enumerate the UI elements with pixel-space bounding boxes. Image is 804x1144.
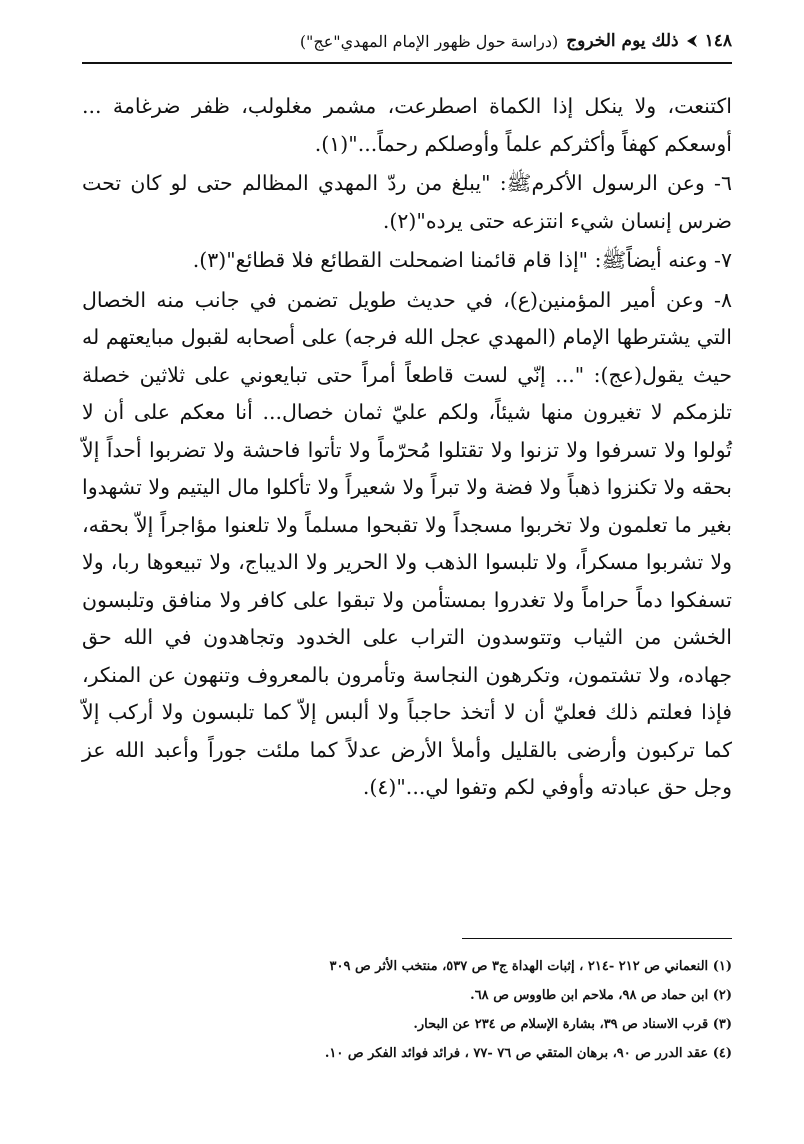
paragraph-hadith-8: ٨- وعن أمير المؤمنين(ع)، في حديث طويل تضمن في جانب منه الخصال التي يشترطها الإمام (المهدي عجل الله فرجه) على أصحابه لقبول مبايعتهم له حيث يقول(عج): "... إنّي لست قاطعاً أمراً حتى تبايعوني على ثلاثين خصلة تلزمكم لا تغيرون منها شيئاً، ولكم عليّ ثمان خصال... أنا معكم على أن لا تُولوا ولا تسرفوا ولا تزنوا ولا تقتلوا مُحرّماً ولا تأتوا فاحشة ولا تضربوا أحداً إلاّ بحقه ولا تكنزوا ذهباً ولا فضة ولا تبراً ولا شعيراً ولا تأكلوا مال اليتيم ولا تشهدوا بغير ما تعلمون ولا تخربوا مسجداً ولا تقبحوا مسلماً ولا تلعنوا مؤاجراً إلاّ بحقه، ولا تشربوا مسكراً، ولا تلبسوا الذهب ولا الحرير ولا الديباج، ولا تبيعوها ربا، ولا تسفكوا دماً حراماً ولا تغدروا بمستأمن ولا تبقوا على كافر ولا منافق وتلبسون الخشن من الثياب وتتوسدون التراب على الخدود وتجاهدون في الله حق جهاده، ولا تشتمون، وتكرهون النجاسة وتأمرون بالمعروف وتنهون عن المنكر، فإذا فعلتم ذلك فعليّ أن لا أتخذ حاجباً ولا ألبس إلاّ كما تلبسون ولا أركب إلاّ كما تركبون وأرضى بالقليل وأملأ الأرض عدلاً كما ملئت جوراً وأعبد الله عز وجل حق عبادته وأوفي لكم وتفوا لي..."(٤). [82,287,732,799]
paragraph-hadith-7: ٧- وعنه أيضاًﷺ: "إذا قام قائمنا اضمحلت القطائع فلا قطائع"(٣). [192,248,732,272]
paragraph-hadith-6: ٦- وعن الرسول الأكرمﷺ: "يبلغ من ردّ المهدي المظالم حتى لو كان تحت ضرس إنسان شيء انتزعه حتى يرده"(٢). [82,171,732,233]
paragraph-continuation: اكتنعت، ولا ينكل إذا الكماة اصطرعت، مشمر مغلولب، ظفر ضرغامة ... أوسعكم كهفاً وأكثركم علماً وأوصلكم رحماً..."(١). [82,94,732,156]
book-subtitle: (دراسة حول ظهور الإمام المهدي"عج") [299,31,559,51]
footnote-3: (٣) قرب الاسناد ص ٣٩، بشارة الإسلام ص ٢٣٤ عن البحار. [413,1017,732,1032]
footnote-1: (١) النعماني ص ٢١٢ -٢١٤ ، إثبات الهداة ج٣ ص ٥٣٧، منتخب الأثر ص ٣٠٩ [329,959,732,974]
chapter-title: ذلك يوم الخروج [566,31,679,51]
running-header [82,26,732,56]
arrow-icon [685,34,699,48]
main-text [82,88,732,807]
footnote-2: (٢) ابن حماد ص ٩٨، ملاحم ابن طاووس ص ٦٨. [470,988,732,1003]
page-number: ١٤٨ [704,31,732,51]
footnote-divider [462,938,732,939]
footnote-4: (٤) عقد الدرر ص ٩٠، برهان المتقي ص ٧٦ -٧٧ ، فرائد فوائد الفكر ص ١٠. [324,1046,732,1061]
header-divider [82,62,732,64]
footnotes [82,952,732,1068]
